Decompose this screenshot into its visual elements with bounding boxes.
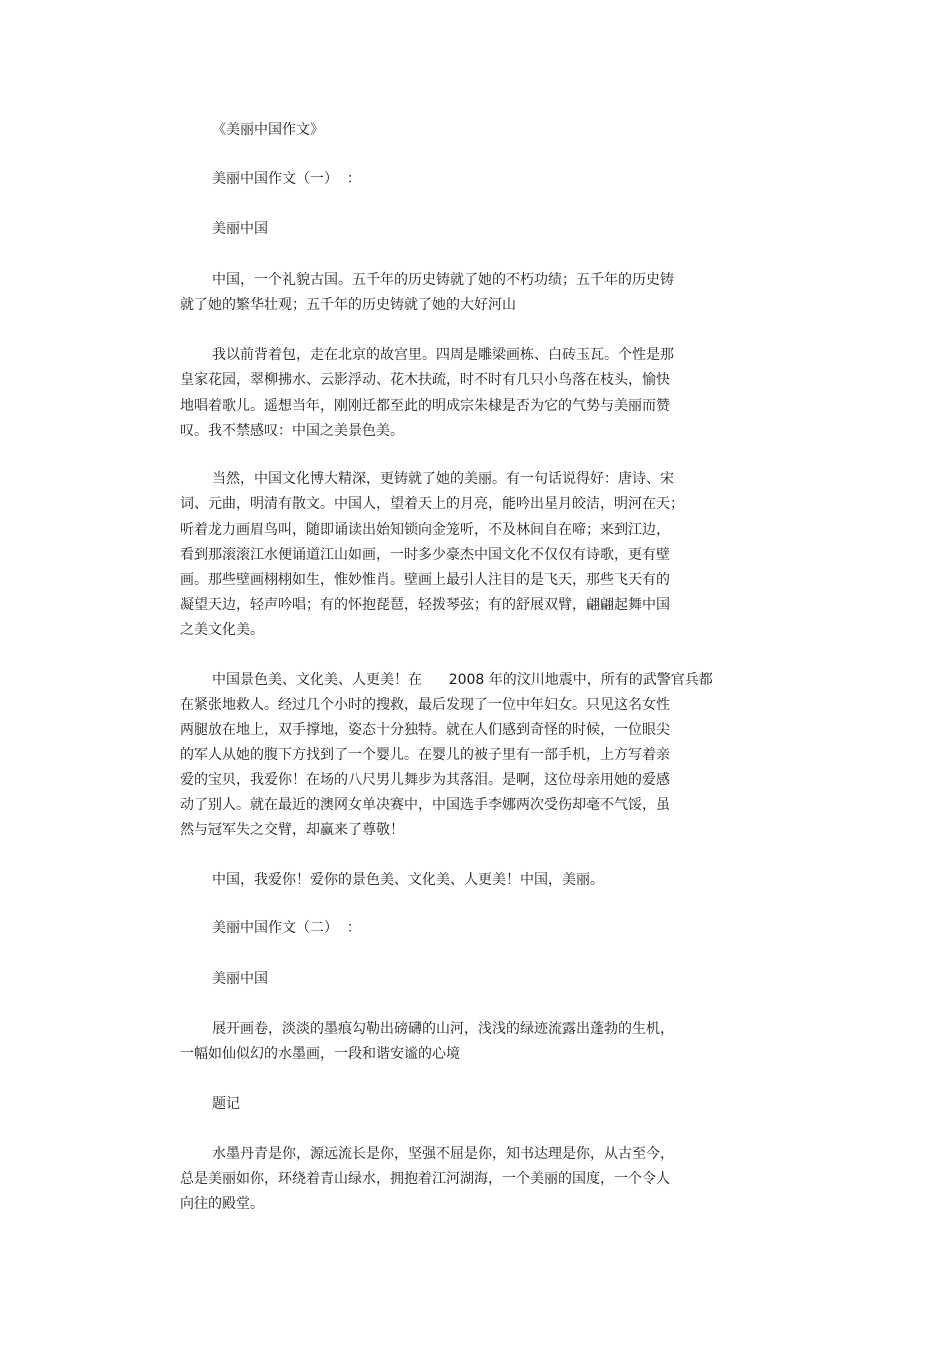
essay2-p2-line: 总是美丽如你，环绕着青山绿水，拥抱着江河湖海，一个美丽的国度，一个令人: [180, 1171, 670, 1187]
essay2-p2-line: 水墨丹青是你，源远流长是你，坚强不屈是你，知书达理是你，从古至今，: [212, 1146, 674, 1162]
essay1-p4-line: 动了别人。就在最近的澳网女单决赛中，中国选手李娜两次受伤却毫不气馁，虽: [180, 797, 670, 813]
essay2-heading: 美丽中国作文（二） ：: [212, 920, 361, 936]
essay1-p4-line: 的军人从她的腹下方找到了一个婴儿。在婴儿的被子里有一部手机，上方写着亲: [180, 747, 670, 763]
essay2-p2-line: 向往的殿堂。: [180, 1196, 264, 1212]
document-title: 《美丽中国作文》: [212, 122, 324, 138]
essay2-subtitle: 美丽中国: [212, 971, 268, 987]
essay1-p2-line: 我以前背着包，走在北京的故宫里。四周是雕梁画栋、白砖玉瓦。个性是那: [212, 347, 674, 363]
essay1-p4-line: 爱的宝贝，我爱你！在场的八尺男儿舞步为其落泪。是啊，这位母亲用她的爱感: [180, 772, 670, 788]
essay1-p4-line: 中国景色美、文化美、人更美！在 2008 年的汶川地震中，所有的武警官兵都: [212, 672, 713, 688]
essay1-heading: 美丽中国作文（一） ：: [212, 171, 361, 187]
essay1-p2-line: 皇家花园，翠柳拂水、云影浮动、花木扶疏，时不时有几只小鸟落在枝头，愉快: [180, 372, 670, 388]
essay2-p1-line: 一幅如仙似幻的水墨画，一段和谐安谧的心境: [180, 1046, 460, 1062]
essay2-p1-line: 展开画卷，淡淡的墨痕勾勒出磅礴的山河，浅浅的绿迹流露出蓬勃的生机，: [212, 1021, 674, 1037]
essay1-p4-line: 两腿放在地上，双手撑地，姿态十分独特。就在人们感到奇怪的时候，一位眼尖: [180, 722, 670, 738]
essay1-p3-line: 之美文化美。: [180, 622, 264, 638]
essay1-subtitle: 美丽中国: [212, 221, 268, 237]
essay1-p5: 中国，我爱你！爱你的景色美、文化美、人更美！中国，美丽。: [212, 872, 604, 888]
essay1-p2-line: 地唱着歌儿。遥想当年，刚刚迁都至此的明成宗朱棣是否为它的气势与美丽而赞: [180, 398, 670, 414]
essay1-p1-line: 中国，一个礼貌古国。五千年的历史铸就了她的不朽功绩；五千年的历史铸: [212, 272, 674, 288]
essay2-label: 题记: [212, 1096, 240, 1112]
essay1-p4-line: 然与冠军失之交臂，却赢来了尊敬！: [180, 822, 404, 838]
essay1-p3-line: 当然，中国文化博大精深，更铸就了她的美丽。有一句话说得好：唐诗、宋: [212, 471, 674, 487]
essay1-p3-line: 词、元曲，明清有散文。中国人，望着天上的月亮，能吟出星月皎洁，明河在天；: [180, 496, 684, 512]
essay1-p3-line: 画。那些壁画栩栩如生，惟妙惟肖。壁画上最引人注目的是飞天，那些飞天有的: [180, 572, 670, 588]
essay1-p2-line: 叹。我不禁感叹：中国之美景色美。: [180, 423, 404, 439]
essay1-p1-line: 就了她的繁华壮观；五千年的历史铸就了她的大好河山: [180, 297, 516, 313]
essay1-p3-line: 听着龙力画眉鸟叫，随即诵读出始知锁向金笼听，不及林间自在啼；来到江边，: [180, 522, 670, 538]
essay1-p3-line: 凝望天边，轻声吟唱；有的怀抱琵琶，轻拨琴弦；有的舒展双臂，翩翩起舞中国: [180, 597, 670, 613]
essay1-p4-line: 在紧张地救人。经过几个小时的搜救，最后发现了一位中年妇女。只见这名女性: [180, 697, 670, 713]
essay1-p3-line: 看到那滚滚江水便诵道江山如画，一时多少豪杰中国文化不仅仅有诗歌，更有壁: [180, 547, 670, 563]
